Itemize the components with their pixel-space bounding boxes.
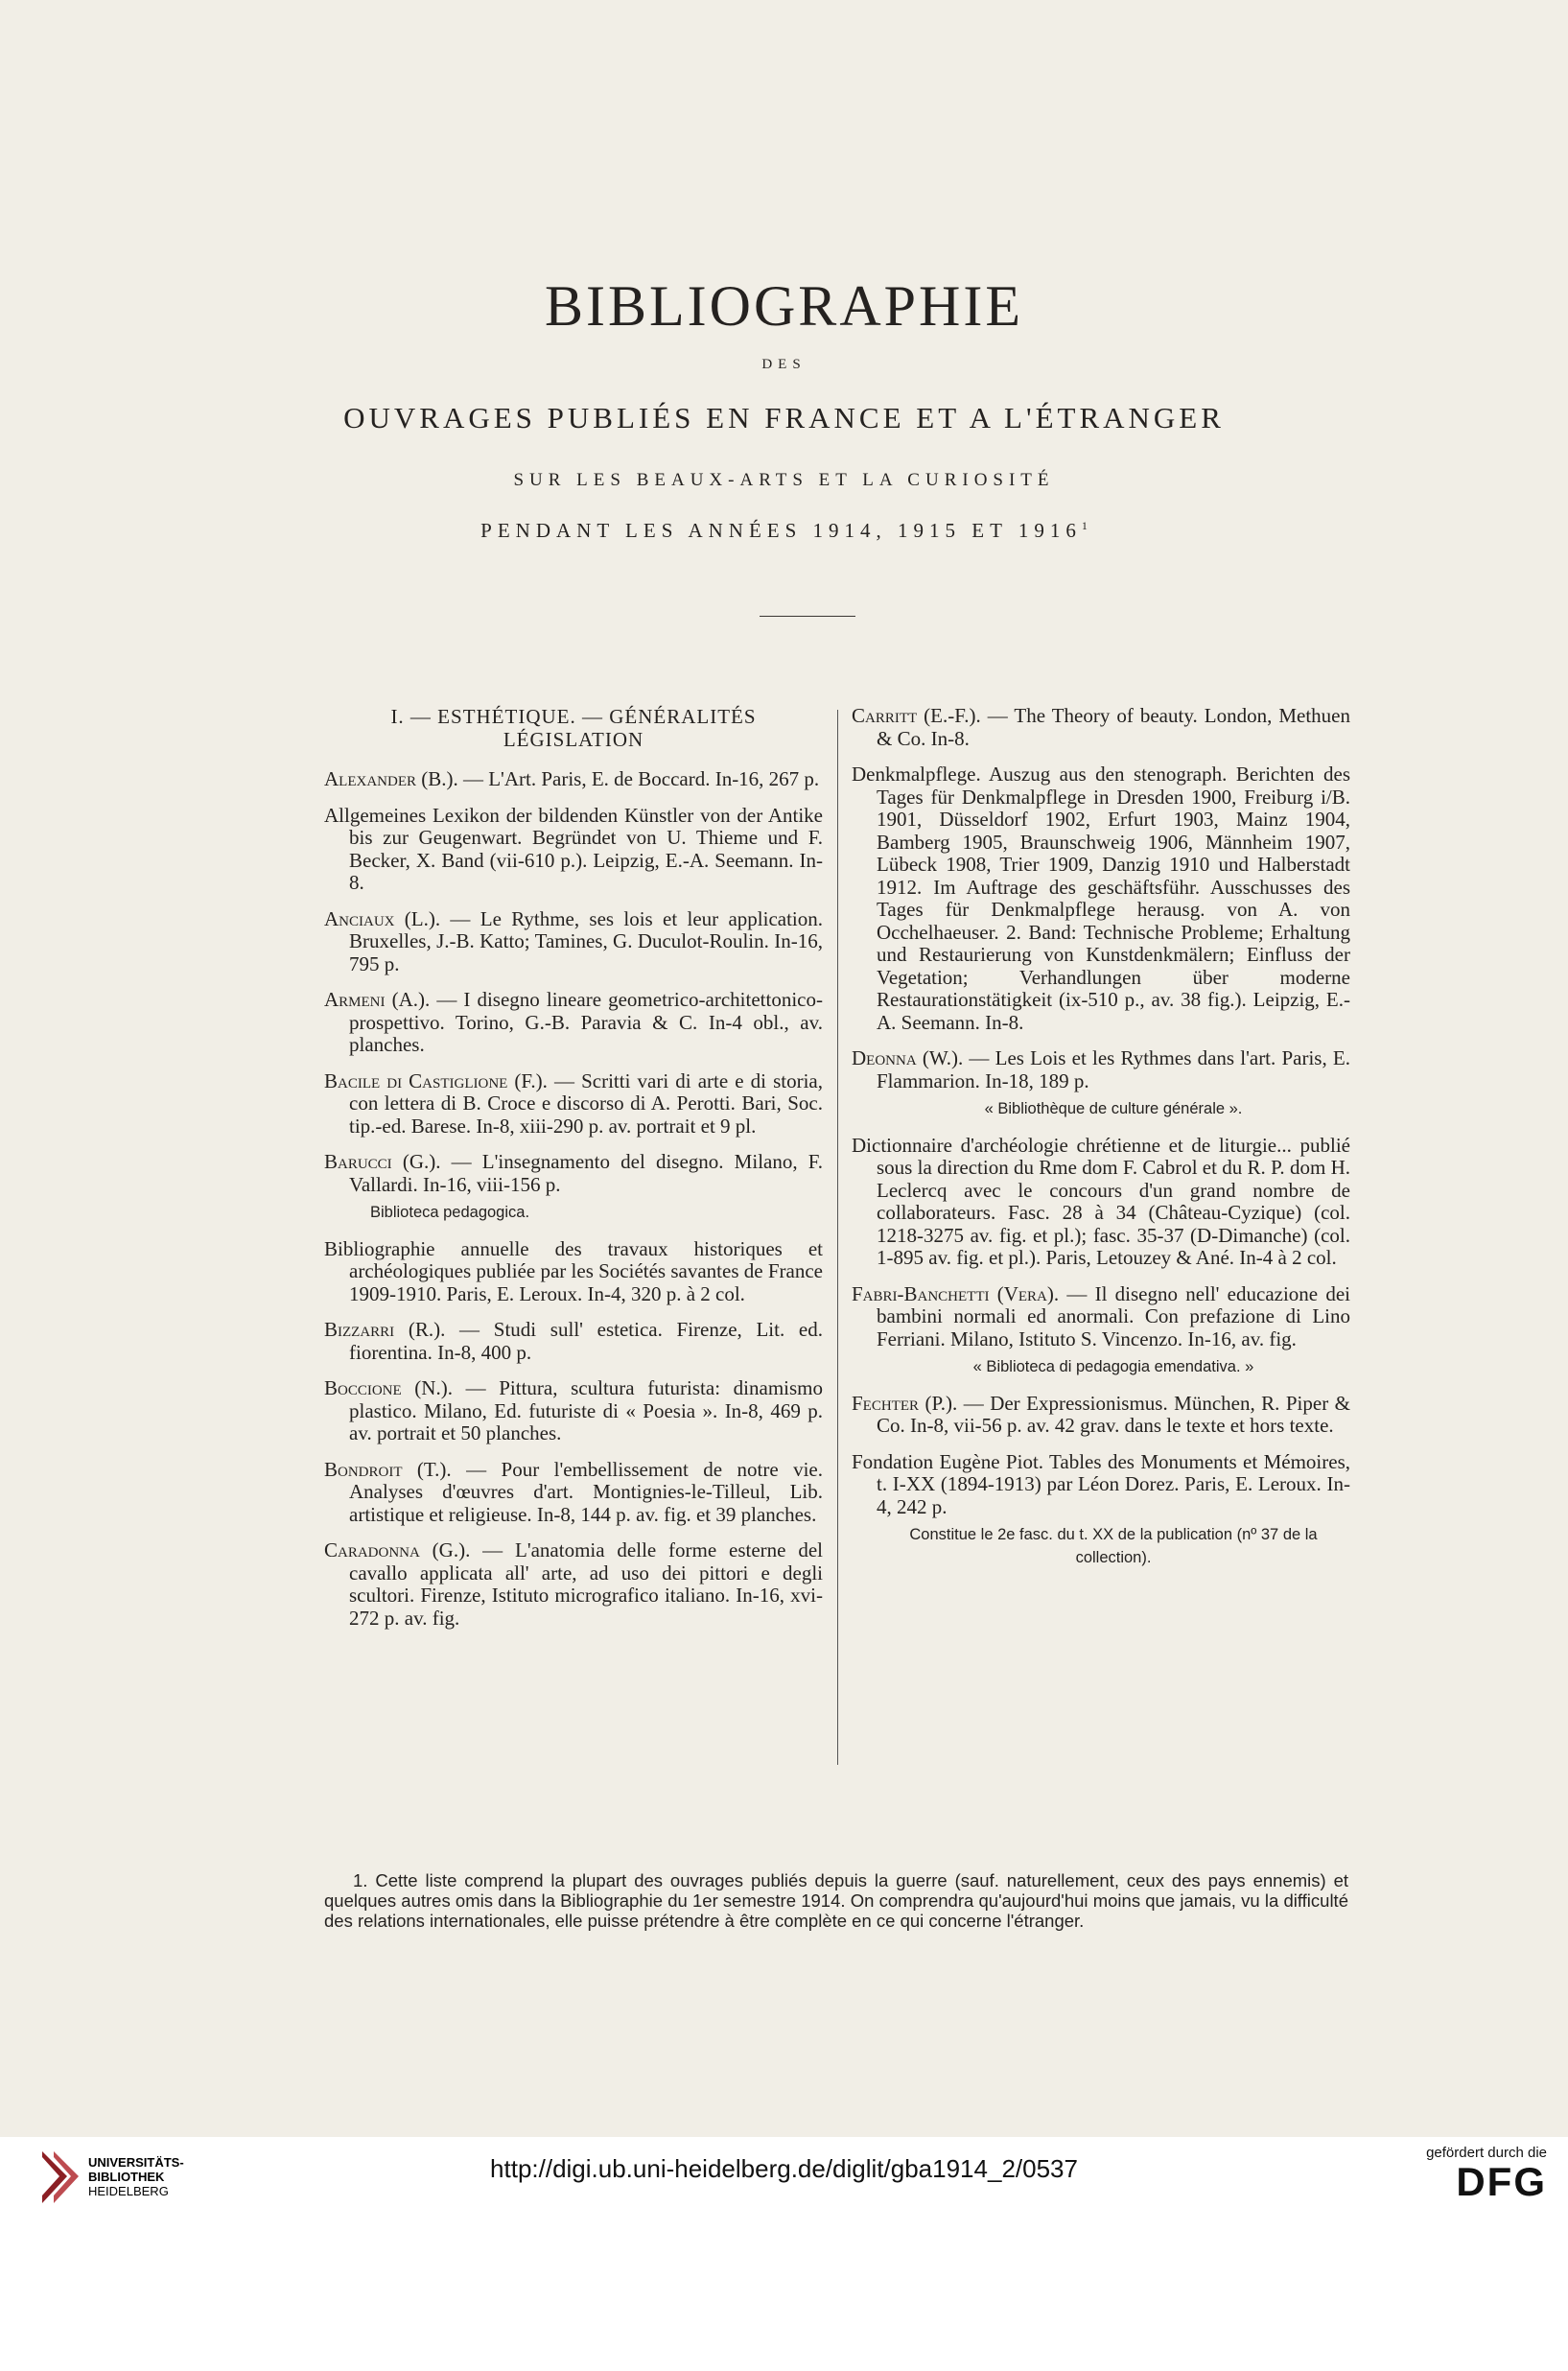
bib-entry-bibliographie-annuelle: [324, 1238, 823, 1306]
entry-author: Fechter (P.).: [852, 1391, 958, 1415]
entry-text: Allgemeines Lexikon der bildenden Künstler von der Antike bis zur Geugenwart. Begründet von U. Thieme und F. Becker, X. Band (vii-610 p.). Leipzig, E.-A. Seemann. In-8.: [324, 803, 823, 894]
entry-text: Bibliographie annuelle des travaux historiques et archéologiques publiée par les Sociétés savantes de France 1909-1910. Paris, E. Leroux. In-4, 320 p. à 2 col.: [324, 1236, 823, 1305]
entry-author: Fabri-Banchetti (Vera).: [852, 1281, 1060, 1305]
title-des: DES: [761, 357, 807, 372]
title-subtitle-3: [0, 519, 1568, 543]
bib-entry-barucci: [324, 1151, 823, 1196]
entry-text: — L'insegnamento del disegno. Milano, F. Vallardi. In-16, viii-156 p.: [349, 1150, 823, 1196]
bib-entry-anciaux: [324, 908, 823, 976]
footnote-mark: 1: [1081, 519, 1088, 532]
entry-author: Carritt (E.-F.).: [852, 704, 981, 727]
entry-author: Armeni (A.).: [324, 988, 431, 1011]
bib-entry-fechter: [852, 1393, 1350, 1438]
bib-entry-dictionnaire: [852, 1135, 1350, 1270]
entry-text: — Scritti vari di arte e di storia, con lettera di B. Croce e discorso di A. Perotti. Bari, Soc. tip.-ed. Barese. In-8, xiii-290 p. av. portrait et 9 pl.: [349, 1068, 824, 1138]
bib-entry-fabri-banchetti: [852, 1283, 1350, 1351]
title-subtitle-2: SUR LES BEAUX-ARTS ET LA CURIOSITÉ: [513, 470, 1055, 490]
left-column: [324, 705, 823, 1643]
bib-entry-bacile: [324, 1070, 823, 1139]
entry-text: — L'Art. Paris, E. de Boccard. In-16, 267 p.: [457, 767, 820, 790]
entry-text: — L'anatomia delle forme esterne del cavallo applicata all' arte, ad uso dei pittori e degli scultori. Firenze, Istituto micrografico italiano. In-16, xvi-272 p. av. fig.: [349, 1538, 823, 1630]
entry-note: « Bibliothèque de culture générale ».: [984, 1100, 1243, 1117]
bib-entry-armeni: [324, 989, 823, 1057]
entry-text: — I disegno lineare geometrico-architettonico-prospettivo. Torino, G.-B. Paravia & C. In-4 obl., av. planches.: [349, 988, 823, 1056]
column-divider: [837, 710, 838, 1765]
footnote: 1. Cette liste comprend la plupart des ouvrages publiés depuis la guerre (sauf. naturellement, ceux des pays ennemis) et quelques autres omis dans la Bibliographie du 1er semestre 1914. On comprendra qu'aujourd'hui moins que jamais, vu la difficulté des relations internationales, elle puisse prétendre à être complète en ce qui concerne l'étranger.: [324, 1870, 1348, 1931]
bib-entry-bondroit: [324, 1459, 823, 1527]
title-divider: [760, 616, 855, 617]
library-line-1: UNIVERSITÄTS-: [88, 2155, 184, 2170]
entry-text: Fondation Eugène Piot. Tables des Monuments et Mémoires, t. I-XX (1894-1913) par Léon Dorez. Paris, E. Leroux. In-4, 242 p.: [852, 1449, 1350, 1518]
entry-text: Denkmalpflege. Auszug aus den stenograph. Berichten des Tages für Denkmalpflege in Dresden 1900, Freiburg i/B. 1901, Düsseldorf 1902, Erfurt 1903, Mainz 1904, Bamberg 1905, Braunschweig 1906, Männheim 1907, Lübeck 1908, Trier 1909, Danzig 1910 und Halberstadt 1912. Im Auftrage des geschäftsführ. Ausschusses des Tages für Denkmalpflege herausg. von A. von Occhelhaeuser. 2. Band: Technische Probleme; Erhaltung und Restaurierung von Kunstdenkmälern; Einfluss der Vegetation; Verhandlungen über moderne Restaurationstätigkeit (ix-510 p., av. 38 fig.). Leipzig, E.-A. Seemann. In-8.: [852, 763, 1350, 1034]
entry-note: Constitue le 2e fasc. du t. XX de la publication (nº 37 de la collection).: [909, 1526, 1318, 1566]
entry-text: Dictionnaire d'archéologie chrétienne et de liturgie... publié sous la direction du Rme dom F. Cabrol et du R. P. dom H. Leclercq avec le concours d'un grand nombre de collaborateurs. Fasc. 28 à 34 (Château-Cyzique) (col. 1218-3275 av. fig. et pl.); fasc. 35-37 (D-Dimanche) (col. 1-895 av. fig. et pl.). Paris, Letouzey & Ané. In-4 à 2 col.: [852, 1133, 1350, 1269]
entry-text: — Il disegno nell' educazione dei bambini normali ed anormali. Con prefazione di Lino Ferriani. Milano, Istituto S. Vincenzo. In-16, av. fig.: [877, 1281, 1351, 1350]
entry-note: Biblioteca pedagogica.: [370, 1204, 530, 1221]
entry-text: — The Theory of beauty. London, Methuen & Co. In-8.: [877, 704, 1350, 750]
entry-author: Bondroit (T.).: [324, 1457, 452, 1481]
entry-author: Anciaux (L.).: [324, 906, 441, 930]
entry-text: — Pour l'embellissement de notre vie. Analyses d'œuvres d'art. Montignies-le-Tilleul, Lib. artistique et religieuse. In-8, 144 p. av. fig. et 39 planches.: [349, 1457, 823, 1526]
entry-author: Caradonna (G.).: [324, 1538, 471, 1561]
entry-author: Deonna (W.).: [852, 1046, 964, 1069]
library-line-3: HEIDELBERG: [88, 2184, 169, 2198]
page-title: BIBLIOGRAPHIE: [545, 274, 1023, 338]
entry-text: — Der Expressionismus. München, R. Piper & Co. In-8, vii-56 p. av. 42 grav. dans le texte et hors texte.: [877, 1391, 1350, 1437]
bib-entry-bizzarri: [324, 1319, 823, 1364]
right-column: [852, 705, 1350, 1583]
title-subtitle: OUVRAGES PUBLIÉS EN FRANCE ET A L'ÉTRANGER: [343, 401, 1225, 434]
dfg-logo: DFG: [1456, 2159, 1547, 2204]
sponsor-caption: gefördert durch die: [1426, 2145, 1547, 2161]
entry-author: Barucci (G.).: [324, 1150, 441, 1173]
bib-entry-fondation-piot: [852, 1451, 1350, 1519]
section-title-line-1: I. — ESTHÉTIQUE. — GÉNÉRALITÉS: [390, 705, 757, 728]
source-url-link[interactable]: http://digi.ub.uni-heidelberg.de/diglit/gba1914_2/0537: [490, 2154, 1078, 2183]
sponsor-logo[interactable]: [1393, 2145, 1547, 2203]
section-title-line-2: LÉGISLATION: [503, 728, 644, 751]
bib-entry-boccione: [324, 1377, 823, 1445]
entry-text: — Pittura, scultura futurista: dinamismo plastico. Milano, Ed. futuriste di « Poesia ». In-8, 469 p. av. portrait et 50 planches.: [349, 1376, 824, 1444]
title-years: PENDANT LES ANNÉES 1914, 1915 ET 1916: [480, 519, 1082, 542]
entry-author: Bacile di Castiglione (F.).: [324, 1068, 548, 1092]
entry-note: « Biblioteca di pedagogia emendativa. »: [972, 1358, 1254, 1375]
bib-entry-allgemeines-lexikon: [324, 805, 823, 895]
section-title: [324, 705, 823, 751]
bib-entry-caradonna: [324, 1539, 823, 1630]
entry-text: — Les Lois et les Rythmes dans l'art. Paris, E. Flammarion. In-18, 189 p.: [877, 1046, 1350, 1092]
entry-text: — Le Rythme, ses lois et leur application. Bruxelles, J.-B. Katto; Tamines, G. Duculot-Roulin. In-16, 795 p.: [349, 906, 823, 975]
entry-author: Bizzarri (R.).: [324, 1318, 446, 1341]
library-line-2: BIBLIOTHEK: [88, 2170, 165, 2184]
entry-author: Alexander (B.).: [324, 767, 458, 790]
bib-entry-deonna: [852, 1047, 1350, 1092]
entry-text: — Studi sull' estetica. Firenze, Lit. ed. fiorentina. In-8, 400 p.: [349, 1318, 823, 1364]
bib-entry-carritt: [852, 705, 1350, 750]
bib-entry-alexander: [324, 768, 823, 791]
bib-entry-denkmalpflege: [852, 763, 1350, 1034]
entry-author: Boccione (N.).: [324, 1376, 453, 1399]
